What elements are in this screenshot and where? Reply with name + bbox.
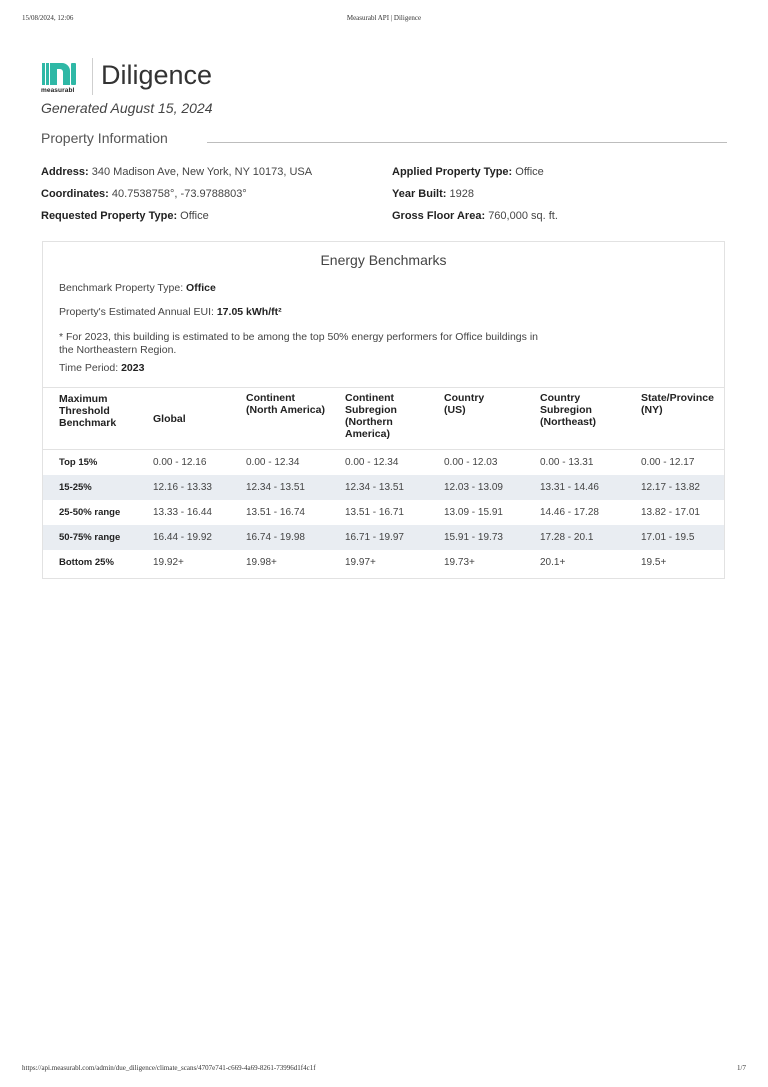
header-country-subregion-line: Country [540,392,581,404]
table-cell: 19.97+ [345,556,376,568]
app-title: Diligence [101,60,213,90]
header-country-subregion-line: Subregion [540,404,592,416]
logo-divider [92,58,93,95]
table-cell: 19.73+ [444,556,475,568]
table-row [43,550,724,575]
benchmark-property-type [59,282,216,294]
header-threshold-line: Maximum [59,393,108,405]
header-global-line: Global [153,413,186,425]
table-cell: 16.74 - 19.98 [242,525,341,550]
table-cell: 0.00 - 12.34 [246,456,300,468]
requested-type-row [41,210,209,222]
table-cell: 13.51 - 16.74 [246,506,305,518]
table-cell: 0.00 - 12.03 [444,456,498,468]
table-cell: 16.71 - 19.97 [341,525,440,550]
table-row [43,500,724,525]
applied-type-value: Office [515,166,544,178]
table-cell: 0.00 - 12.34 [345,456,399,468]
table-cell: 0.00 - 13.31 [540,456,594,468]
benchmark-property-type-label: Benchmark Property Type: [59,282,184,294]
requested-type-value: Office [180,210,209,222]
table-cell: 17.28 - 20.1 [536,525,637,550]
print-page-number: 1/7 [737,1064,746,1072]
applied-type-label: Applied Property Type: [392,166,513,178]
generated-date: Generated August 15, 2024 [41,100,213,116]
header-continent-line: (North America) [246,404,325,416]
table-cell: 19.5+ [641,556,667,568]
print-datetime: 15/08/2024, 12:06 [22,14,74,22]
header-continent-subregion-line: Subregion [345,404,397,416]
header-continent [242,388,341,450]
table-cell: 12.34 - 13.51 [341,475,440,500]
table-cell: 15.91 - 19.73 [440,525,536,550]
header-threshold [43,388,149,450]
year-built-value: 1928 [449,188,474,200]
time-period [59,362,144,374]
header-state-line: (NY) [641,404,663,416]
estimated-eui-label: Property's Estimated Annual EUI: [59,306,214,318]
year-built-row [392,188,474,200]
benchmark-table [43,387,724,575]
estimated-eui-value: 17.05 kWh/ft² [216,306,282,318]
benchmark-property-type-value: Office [186,282,216,294]
time-period-label: Time Period: [59,362,119,374]
header-state-line: State/Province [641,392,714,404]
table-cell-label: 15-25% [43,475,149,500]
table-cell: 0.00 - 12.16 [153,456,207,468]
table-cell: 14.46 - 17.28 [540,506,599,518]
coordinates-value: 40.7538758°, -73.9788803° [111,188,247,200]
logo-wordmark: measurabl [41,87,75,94]
header-country-line: Country [444,392,485,404]
table-cell: 13.82 - 17.01 [641,506,700,518]
estimated-eui [59,306,282,318]
table-cell: 16.44 - 19.92 [149,525,242,550]
table-cell: 20.1+ [540,556,566,568]
gfa-label: Gross Floor Area: [392,210,486,222]
table-cell: 12.16 - 13.33 [149,475,242,500]
coordinates-label: Coordinates: [41,188,109,200]
header-continent-subregion-line: Continent [345,392,394,404]
table-cell: 19.98+ [246,556,277,568]
table-cell: 13.51 - 16.71 [345,506,404,518]
table-cell: 13.09 - 15.91 [444,506,503,518]
benchmark-note [59,331,538,357]
print-page-title: Measurabl API | Diligence [346,14,422,22]
header-continent-subregion-line: America) [345,428,390,440]
table-cell: 13.33 - 16.44 [153,506,212,518]
measurabl-logo [41,58,77,96]
table-cell: 19.92+ [153,556,184,568]
address-label: Address: [41,166,89,178]
header-country-subregion [536,388,637,450]
address-value: 340 Madison Ave, New York, NY 10173, USA [91,166,313,178]
coordinates-row [41,188,247,200]
header-state [637,388,724,450]
applied-type-row [392,166,544,178]
header-global [149,388,242,450]
table-cell: 13.31 - 14.46 [536,475,637,500]
energy-benchmarks-panel [42,241,725,579]
header-threshold-line: Benchmark [59,417,117,429]
table-cell: 12.34 - 13.51 [242,475,341,500]
benchmark-note-line1: * For 2023, this building is estimated to be among the top 50% energy performers for Office buildings in [59,331,538,343]
table-cell: 17.01 - 19.5 [637,525,724,550]
benchmark-table-header [43,388,724,450]
table-row [43,475,724,500]
header-continent-subregion [341,388,440,450]
header-continent-subregion-line: (Northern [345,416,393,428]
section-divider [207,142,727,143]
header-country-subregion-line: (Northeast) [540,416,597,428]
year-built-label: Year Built: [392,188,447,200]
requested-type-label: Requested Property Type: [41,210,178,222]
address-row [41,166,312,178]
time-period-value: 2023 [121,362,145,374]
header-country-line: (US) [444,404,466,416]
table-cell-label: Bottom 25% [59,556,114,568]
table-cell-label: Top 15% [59,456,98,468]
table-cell-label: 50-75% range [43,525,149,550]
table-cell: 12.03 - 13.09 [440,475,536,500]
print-url: https://api.measurabl.com/admin/due_diligence/climate_scans/4707e741-c669-4a69-8261-73996d1f4c1f [22,1064,316,1072]
table-cell-label: 25-50% range [59,506,121,518]
header-threshold-line: Threshold [59,405,110,417]
table-cell: 12.17 - 13.82 [637,475,724,500]
table-row [43,450,724,475]
table-cell: 0.00 - 12.17 [641,456,695,468]
gfa-value: 760,000 sq. ft. [488,210,558,222]
benchmark-note-line2: the Northeastern Region. [59,344,177,356]
section-title-property-info: Property Information [41,130,168,146]
table-row [43,525,724,550]
measurabl-logo-icon [41,59,77,95]
header-continent-line: Continent [246,392,295,404]
energy-benchmarks-title: Energy Benchmarks [320,252,447,268]
gfa-row [392,210,558,222]
header-country [440,388,536,450]
